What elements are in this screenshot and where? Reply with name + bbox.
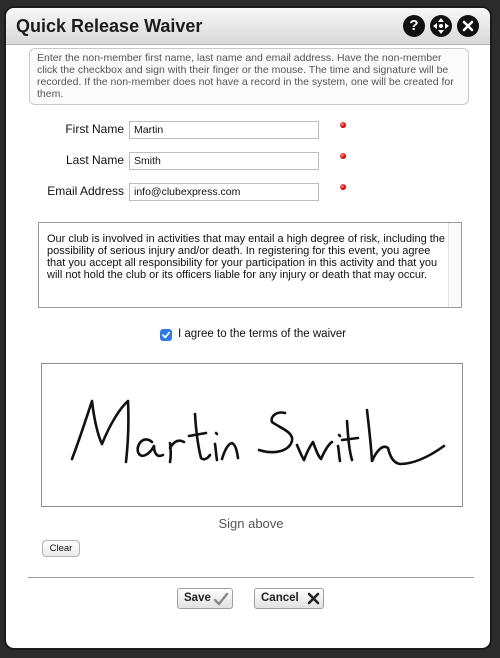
close-button[interactable] [457, 15, 479, 37]
signature-pad[interactable] [41, 363, 463, 507]
quick-release-waiver-dialog [4, 6, 492, 650]
cancel-button[interactable] [254, 588, 324, 609]
agree-checkbox[interactable] [160, 329, 172, 341]
question-circle-icon: ? [409, 17, 419, 34]
email-field[interactable] [129, 183, 319, 201]
first-name-field[interactable] [129, 121, 319, 139]
required-indicator-icon [340, 184, 346, 190]
checkmark-icon [213, 592, 229, 606]
help-button[interactable] [403, 15, 425, 37]
last-name-field[interactable] [129, 152, 319, 170]
dialog-titlebar [6, 8, 490, 45]
signature-drawing [42, 364, 462, 506]
signature-caption: Sign above [218, 516, 284, 531]
close-circle-icon [457, 15, 479, 37]
waiver-text: Our club is involved in activities that may entail a high degree of risk, including the possibility of serious injury and/or death. In registering for this event, you agree that you accept all responsibility for your participation in this activity and that you will not hold the club or its officers liable for any injury or death that may occur. [47, 233, 446, 281]
agree-label: I agree to the terms of the waiver [178, 328, 347, 340]
last-name-label: Last Name [65, 153, 124, 167]
waiver-scrollbar[interactable] [448, 223, 461, 307]
required-indicator-icon [340, 153, 346, 159]
cancel-button-label: Cancel [261, 592, 299, 604]
move-arrows-icon [430, 15, 452, 37]
required-indicator-icon [340, 122, 346, 128]
instructions-box: Enter the non-member first name, last name and email address. Have the non-member click the checkbox and sign with their finger or the mouse. The time and signature will be recorded. If the non-member does not have a record in the system, one will be created for them. [29, 48, 469, 105]
save-button[interactable] [177, 588, 233, 609]
clear-signature-button[interactable]: Clear [42, 540, 80, 557]
email-label: Email Address [47, 184, 124, 198]
first-name-label: First Name [65, 122, 124, 136]
dialog-title: Quick Release Waiver [16, 16, 203, 36]
checkmark-icon [161, 330, 171, 340]
waiver-text-box[interactable] [38, 222, 462, 308]
footer-divider [28, 577, 474, 578]
x-icon [307, 592, 320, 605]
move-button[interactable] [430, 15, 452, 37]
save-button-label: Save [184, 592, 211, 604]
